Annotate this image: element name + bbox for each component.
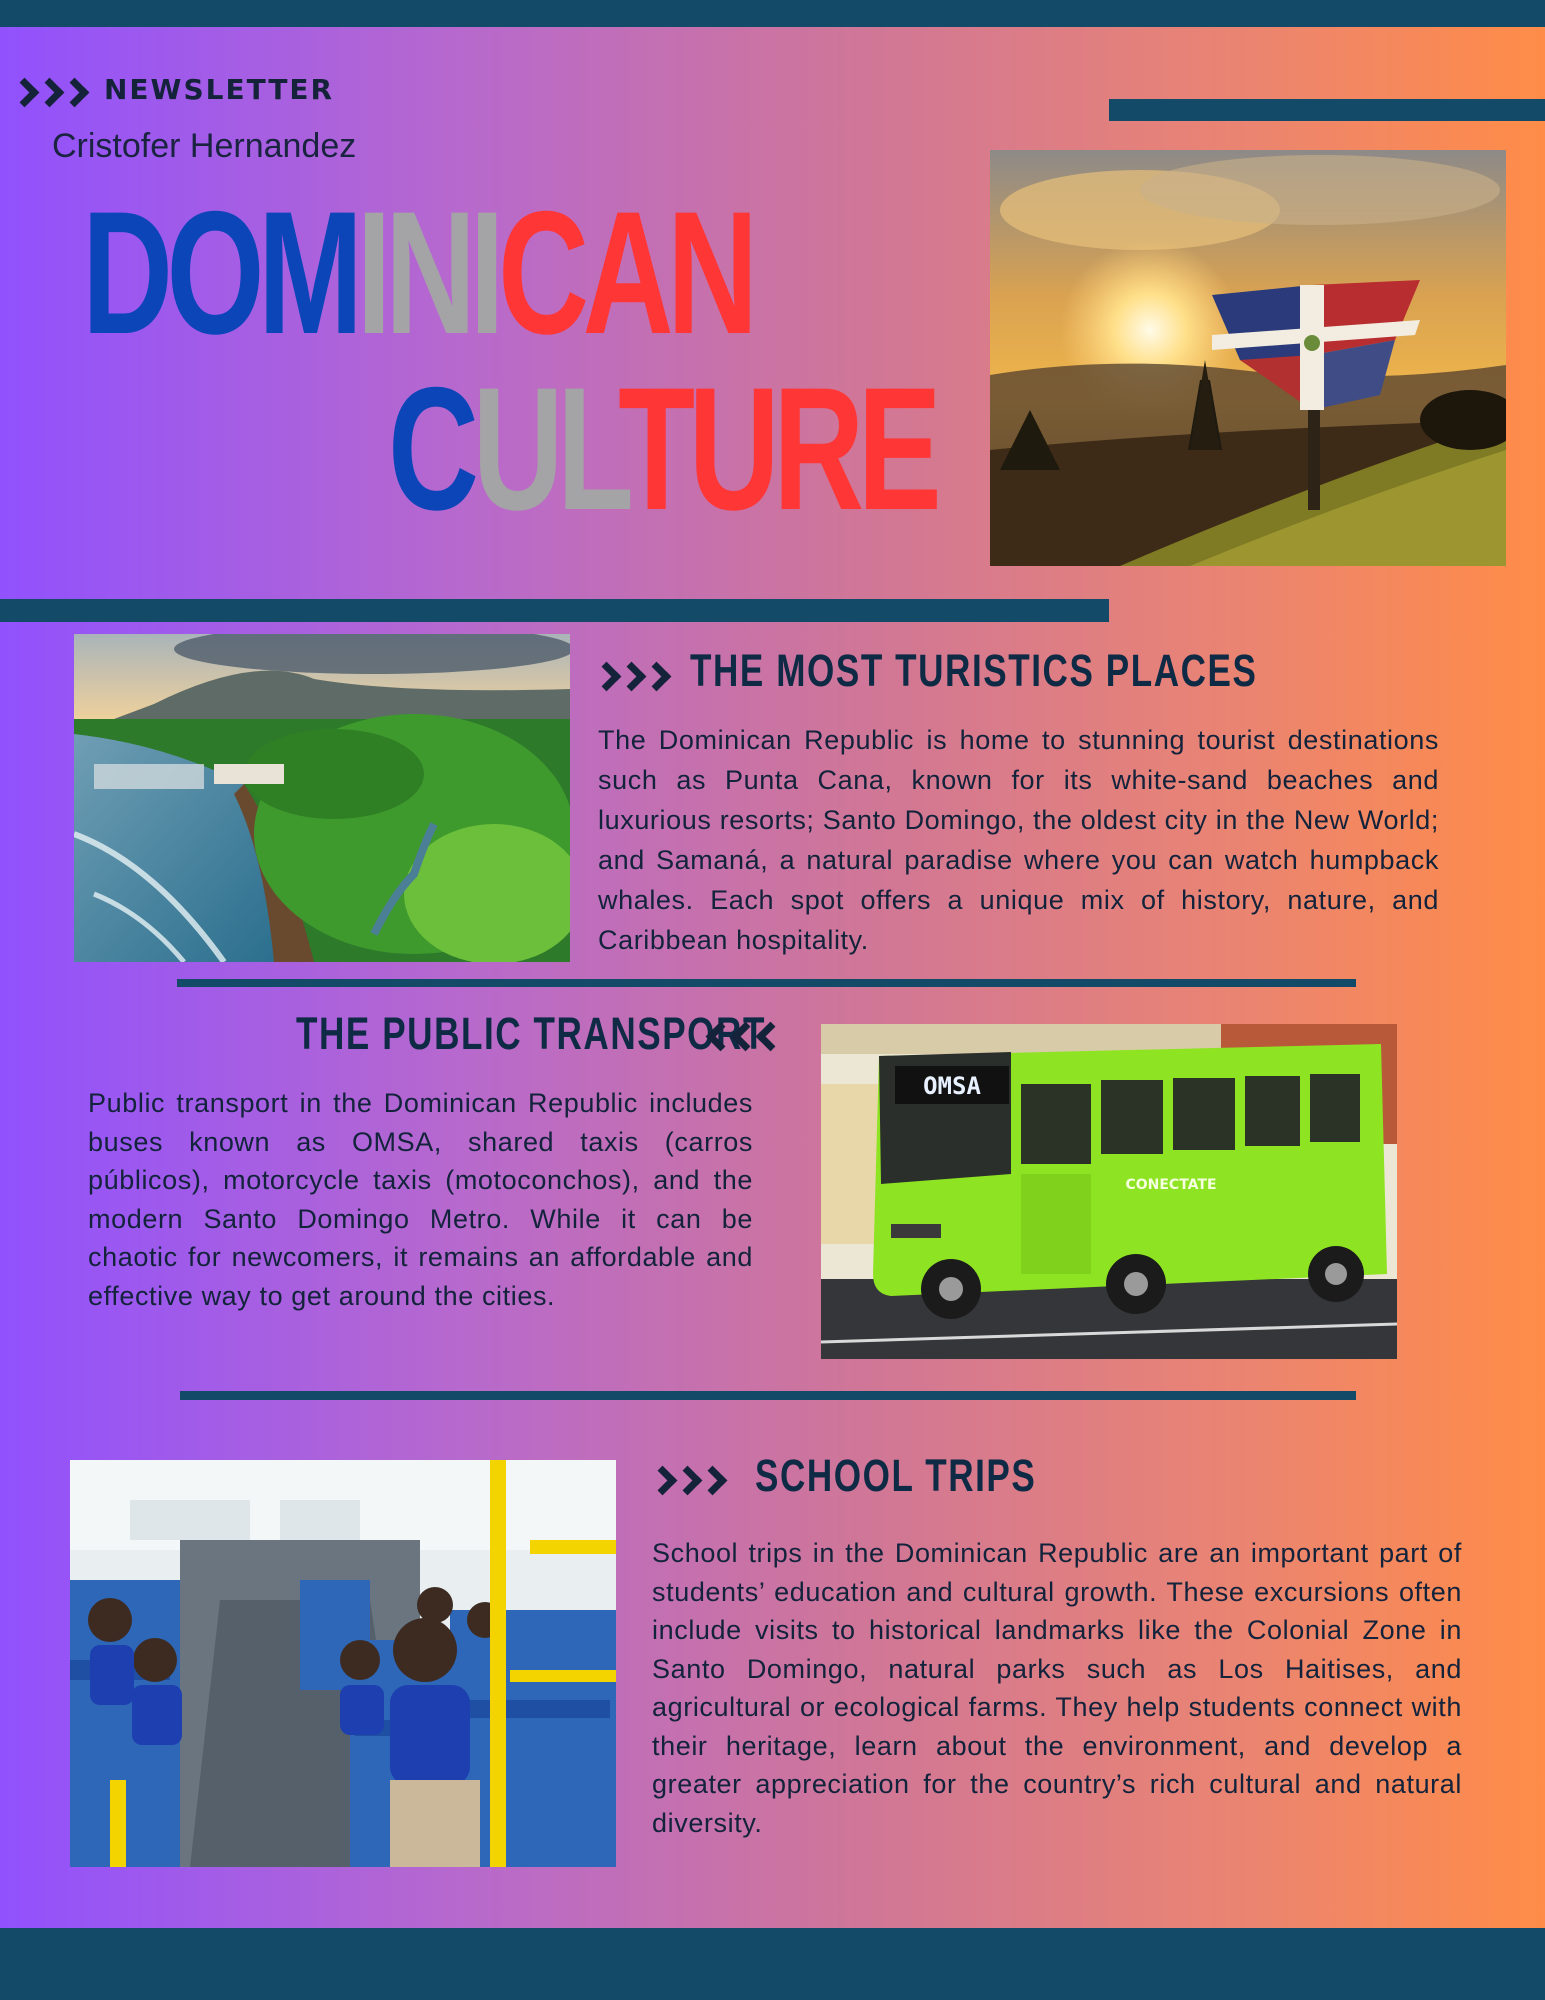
bottom-bar — [0, 1928, 1545, 2000]
title-part-red: TURE — [618, 352, 936, 547]
divider-line-1 — [177, 979, 1356, 987]
divider-line-2 — [180, 1391, 1356, 1400]
title-part-red: CAN — [498, 176, 752, 371]
newsletter-kicker: NEWSLETTER — [104, 73, 335, 106]
bus-destination-sign: OMSA — [923, 1072, 981, 1100]
header-accent-bar — [1109, 99, 1545, 121]
omsa-bus-photo — [821, 1024, 1397, 1359]
school-bus-students-photo — [70, 1460, 616, 1867]
section-title-school-trips: SCHOOL TRIPS — [755, 1450, 1037, 1501]
section-body-school-trips: School trips in the Dominican Republic are an important part of students’ education and cultural growth. These excursions often include visits to historical landmarks like the Colonial Zone in Santo Domingo, natural parks such as Los Haitises, and agricultural or ecological farms. They help students connect with their heritage, learn about the environment, and develop a greater appreciation for the country’s rich cultural and natural diversity. — [652, 1538, 1462, 1838]
title-line-dominican — [82, 176, 752, 371]
section-body-public-transport: Public transport in the Dominican Republic includes buses known as OMSA, shared taxis (carros públicos), motorcycle taxis (motoconchos), and the modern Santo Domingo Metro. While it can be chaotic for newcomers, it remains an affordable and effective way to get around the cities. — [88, 1088, 753, 1311]
section-title-public-transport: THE PUBLIC TRANSPORT — [296, 1008, 766, 1059]
kicker-chevron-icon — [14, 82, 89, 103]
author-name: Cristofer Hernandez — [52, 127, 357, 165]
header-divider-bar — [0, 599, 1109, 622]
coastal-landscape-photo — [74, 634, 570, 962]
section-chevron-icon — [652, 1470, 727, 1491]
section-title-tourist-places: THE MOST TURISTICS PLACES — [690, 645, 1258, 696]
title-line-culture — [388, 352, 936, 547]
section-chevron-icon — [596, 666, 671, 687]
title-part-grey: UL — [472, 352, 619, 547]
section-body-tourist-places: The Dominican Republic is home to stunning tourist destinations such as Punta Cana, known for its white-sand beaches and luxurious resorts; Santo Domingo, the oldest city in the New World; and Samaná, a natural paradise where you can watch humpback whales. Each spot offers a unique mix of history, nature, and Caribbean hospitality. — [598, 725, 1439, 955]
title-part-blue: DOM — [82, 176, 357, 371]
section-chevron-left-icon — [710, 1026, 785, 1047]
hero-flag-sunset-photo — [990, 150, 1506, 566]
bus-side-logo: CONECTATE — [1125, 1177, 1217, 1193]
title-part-blue: C — [388, 352, 473, 547]
title-part-grey: INI — [356, 176, 499, 371]
top-bar — [0, 0, 1545, 27]
